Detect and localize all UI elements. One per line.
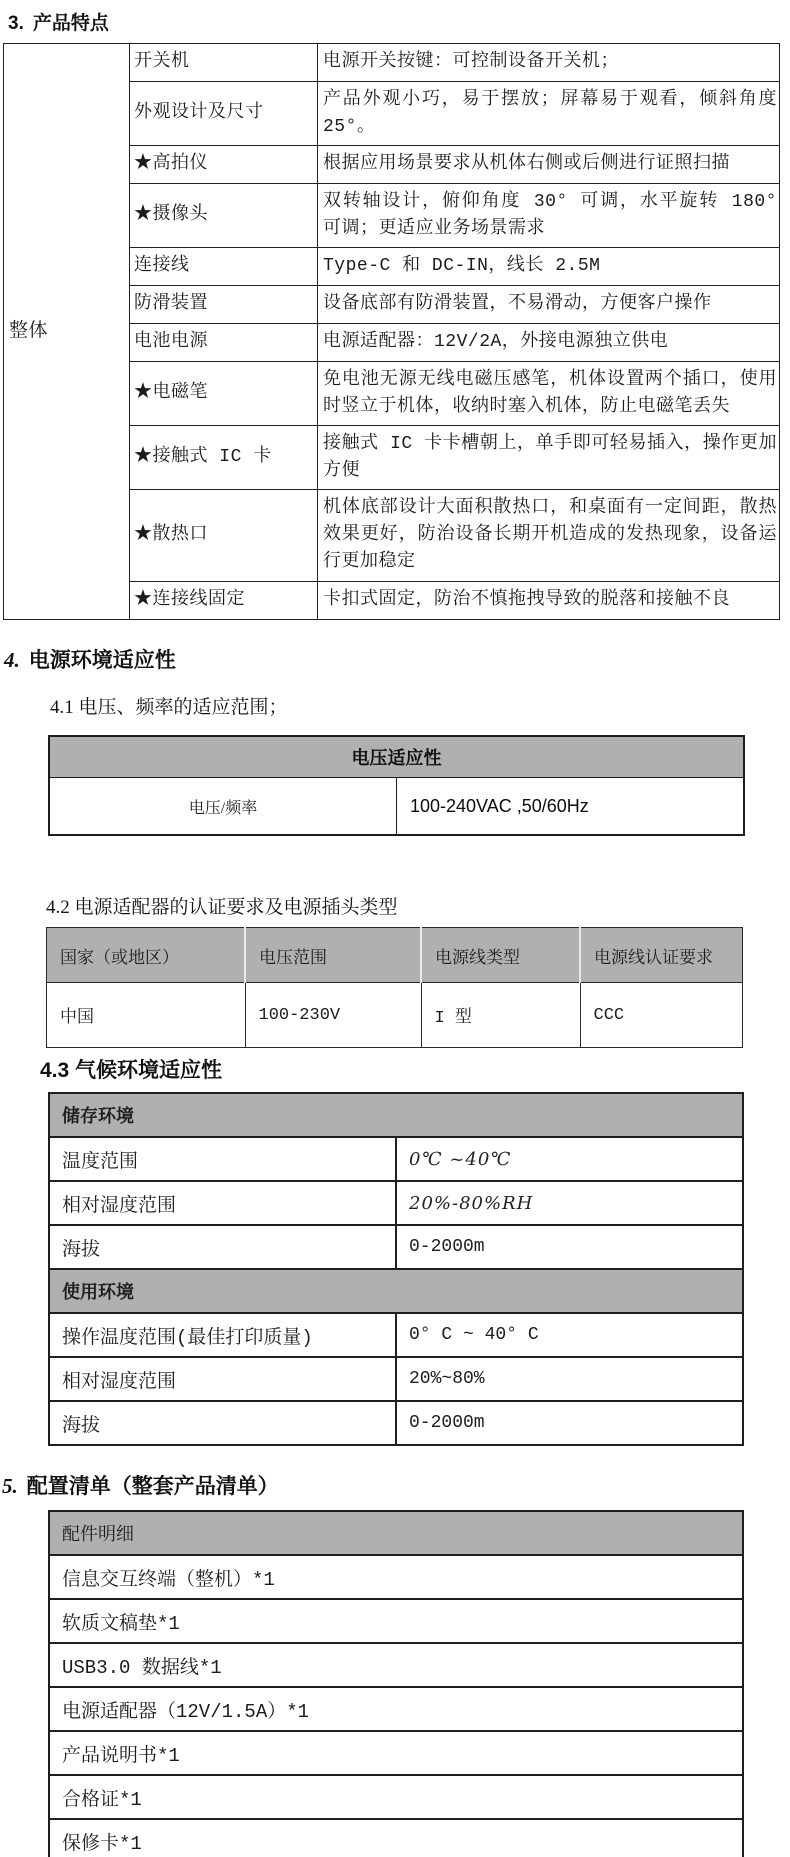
accessory-item: 电源适配器（12V/1.5A）*1 xyxy=(49,1687,743,1731)
climate-adaptability-table xyxy=(48,1092,744,1446)
cell-voltage-range: 100-230V xyxy=(245,983,421,1048)
table-row xyxy=(49,1555,743,1599)
accessories-table xyxy=(48,1510,744,1857)
table-row xyxy=(49,1313,743,1357)
column-header: 电源线认证要求 xyxy=(580,928,743,983)
feature-label: 防滑装置 xyxy=(130,286,318,324)
section-3-title-text: 产品特点 xyxy=(32,13,109,34)
voltage-table-header: 电压适应性 xyxy=(49,736,744,778)
feature-desc: 双转轴设计，俯仰角度 30° 可调，水平旋转 180° 可调；更适应业务场景需求 xyxy=(318,184,780,248)
column-header: 电压范围 xyxy=(245,928,421,983)
table-row xyxy=(49,1819,743,1857)
feature-label: 外观设计及尺寸 xyxy=(130,82,318,146)
feature-desc: 卡扣式固定，防治不慎拖拽导致的脱落和接触不良 xyxy=(318,582,780,620)
feature-label: ★高拍仪 xyxy=(130,146,318,184)
section-5-title-text: 配置清单（整套产品清单） xyxy=(26,1475,279,1498)
climate-value: 0-2000m xyxy=(396,1225,743,1269)
table-row xyxy=(49,1599,743,1643)
accessory-item: 软质文稿垫*1 xyxy=(49,1599,743,1643)
feature-desc: 根据应用场景要求从机体右侧或后侧进行证照扫描 xyxy=(318,146,780,184)
table-row xyxy=(49,1225,743,1269)
table-row xyxy=(49,1731,743,1775)
feature-label: 连接线 xyxy=(130,248,318,286)
climate-value: 0-2000m xyxy=(396,1401,743,1445)
voltage-adaptability-table xyxy=(48,735,745,836)
column-header: 国家（或地区） xyxy=(47,928,246,983)
product-features-table xyxy=(3,43,780,620)
climate-label: 海拔 xyxy=(49,1225,396,1269)
accessory-item: 产品说明书*1 xyxy=(49,1731,743,1775)
subsection-4-2-heading: 4.2 电源适配器的认证要求及电源插头类型 xyxy=(46,897,398,918)
feature-label: ★电磁笔 xyxy=(130,362,318,426)
table-row xyxy=(4,44,780,82)
subsection-4-1-heading: 4.1 电压、频率的适应范围； xyxy=(50,697,288,718)
table-row xyxy=(49,1775,743,1819)
climate-label: 相对湿度范围 xyxy=(49,1357,396,1401)
voltage-row-value: 100-240VAC ,50/60Hz xyxy=(397,778,745,836)
accessories-header: 配件明细 xyxy=(49,1511,743,1555)
table-row xyxy=(49,1137,743,1181)
table-row xyxy=(49,1643,743,1687)
section-4-number: 4. xyxy=(4,648,20,672)
feature-desc: 免电池无源无线电磁压感笔，机体设置两个插口，使用时竖立于机体，收纳时塞入机体，防止电磁笔丢失 xyxy=(318,362,780,426)
voltage-row-label: 电压/频率 xyxy=(49,778,397,836)
climate-label: 操作温度范围(最佳打印质量) xyxy=(49,1313,396,1357)
table-row xyxy=(49,1401,743,1445)
climate-label: 相对湿度范围 xyxy=(49,1181,396,1225)
cell-cord-type: I 型 xyxy=(421,983,580,1048)
climate-value-handwritten: 0℃ ~40℃ xyxy=(396,1137,743,1181)
accessory-item: 合格证*1 xyxy=(49,1775,743,1819)
climate-value: 0° C ~ 40° C xyxy=(396,1313,743,1357)
climate-label: 温度范围 xyxy=(49,1137,396,1181)
feature-label: 电池电源 xyxy=(130,324,318,362)
table-header-row xyxy=(47,928,743,983)
accessory-item: 保修卡*1 xyxy=(49,1819,743,1857)
feature-group-label: 整体 xyxy=(4,44,130,620)
climate-label: 海拔 xyxy=(49,1401,396,1445)
usage-env-header-row xyxy=(49,1269,743,1313)
climate-value: 20%~80% xyxy=(396,1357,743,1401)
feature-label: ★散热口 xyxy=(130,490,318,582)
feature-desc: 电源适配器：12V/2A，外接电源独立供电 xyxy=(318,324,780,362)
subsection-4-3-heading: 4.3 气候环境适应性 xyxy=(40,1059,223,1082)
section-4-heading xyxy=(4,644,790,674)
feature-label: ★连接线固定 xyxy=(130,582,318,620)
section-4-title-text: 电源环境适应性 xyxy=(28,649,176,672)
feature-desc: 机体底部设计大面积散热口，和桌面有一定间距，散热效果更好，防治设备长期开机造成的发热现象，设备运行更加稳定 xyxy=(318,490,780,582)
feature-desc: 接触式 IC 卡卡槽朝上，单手即可轻易插入，操作更加方便 xyxy=(318,426,780,490)
storage-env-header: 储存环境 xyxy=(49,1093,743,1137)
section-3-number: 3. xyxy=(8,13,24,34)
table-header-row xyxy=(49,1511,743,1555)
cell-country: 中国 xyxy=(47,983,246,1048)
table-row xyxy=(49,1181,743,1225)
feature-label: ★摄像头 xyxy=(130,184,318,248)
feature-desc: 电源开关按键：可控制设备开关机； xyxy=(318,44,780,82)
feature-desc: 产品外观小巧，易于摆放；屏幕易于观看，倾斜角度 25°。 xyxy=(318,82,780,146)
table-row xyxy=(47,983,743,1048)
accessory-item: 信息交互终端（整机）*1 xyxy=(49,1555,743,1599)
feature-desc: Type-C 和 DC-IN，线长 2.5M xyxy=(318,248,780,286)
climate-value-handwritten: 20%-80%RH xyxy=(396,1181,743,1225)
feature-label: 开关机 xyxy=(130,44,318,82)
section-5-heading xyxy=(2,1470,790,1500)
accessory-item: USB3.0 数据线*1 xyxy=(49,1643,743,1687)
feature-label: ★接触式 IC 卡 xyxy=(130,426,318,490)
section-5-number: 5. xyxy=(2,1474,18,1498)
usage-env-header: 使用环境 xyxy=(49,1269,743,1313)
table-header-row xyxy=(49,736,744,778)
cell-certification: CCC xyxy=(580,983,743,1048)
column-header: 电源线类型 xyxy=(421,928,580,983)
feature-desc: 设备底部有防滑装置，不易滑动，方便客户操作 xyxy=(318,286,780,324)
section-3-heading xyxy=(8,8,790,35)
table-row xyxy=(49,778,744,836)
table-row xyxy=(49,1687,743,1731)
storage-env-header-row xyxy=(49,1093,743,1137)
table-row xyxy=(49,1357,743,1401)
adapter-certification-table xyxy=(46,927,743,1048)
